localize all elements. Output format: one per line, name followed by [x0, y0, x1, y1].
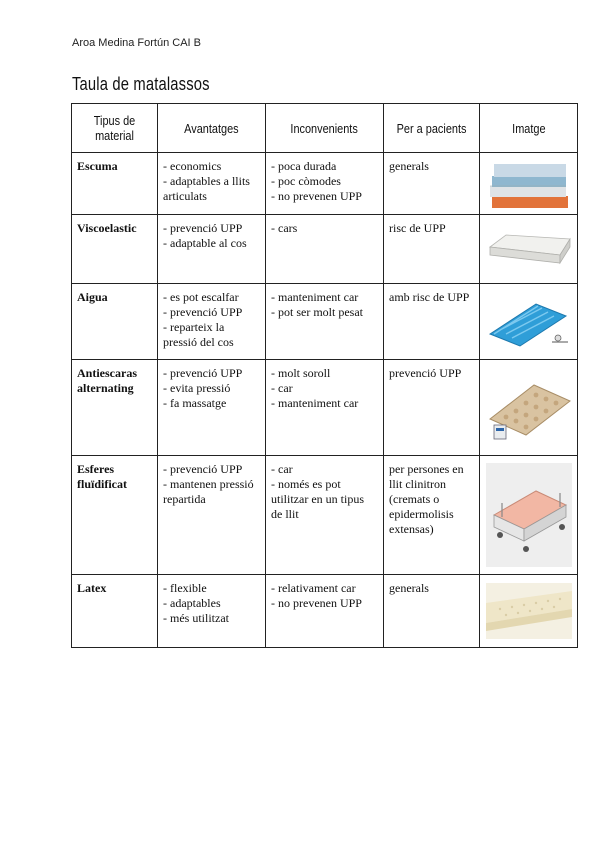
- advantage-item: - prevenció UPP: [163, 305, 243, 319]
- advantages-cell: [158, 575, 266, 648]
- mattress-table: [71, 103, 578, 648]
- disadvantages-cell: [266, 360, 384, 456]
- table-row: [72, 284, 578, 360]
- advantage-item: - mantenen pressió repartida: [163, 477, 254, 506]
- advantage-item: - adaptables a llits articulats: [163, 174, 250, 203]
- column-header: Avantatges: [158, 104, 266, 153]
- image-cell: [480, 575, 578, 648]
- patients-cell: per persones en llit clinitron (cremats o epidermolisis extensas): [384, 456, 480, 575]
- table-row: [72, 575, 578, 648]
- foam-mattress-image: [486, 158, 572, 210]
- table-row: [72, 153, 578, 215]
- column-header: Per a pacients: [384, 104, 480, 153]
- disadvantage-item: - relativament car: [271, 581, 356, 595]
- image-cell: [480, 153, 578, 215]
- table-row: [72, 360, 578, 456]
- advantages-cell: [158, 215, 266, 284]
- latex-mattress-image: [486, 583, 572, 639]
- advantages-cell: [158, 456, 266, 575]
- advantages-cell: [158, 284, 266, 360]
- page-title: Taula de matalassos: [72, 74, 210, 94]
- disadvantage-item: - manteniment car: [271, 396, 359, 410]
- author-name: Aroa Medina Fortún CAI B: [72, 37, 202, 49]
- advantage-item: - més utilitzat: [163, 611, 229, 625]
- advantage-item: - fa massatge: [163, 396, 227, 410]
- material-cell: Aigua: [72, 284, 158, 360]
- disadvantage-item: - pot ser molt pesat: [271, 305, 363, 319]
- material-cell: Esferes fluïdificat: [72, 456, 158, 575]
- disadvantage-item: - cars: [271, 221, 298, 235]
- material-cell: Latex: [72, 575, 158, 648]
- water-mattress-image: [486, 294, 572, 350]
- advantage-item: - prevenció UPP: [163, 221, 243, 235]
- advantages-cell: [158, 153, 266, 215]
- disadvantage-item: - només es pot utilitzar en un tipus de llit: [271, 477, 364, 521]
- column-header: Imatge: [480, 104, 578, 153]
- alternating-mattress-image: [486, 373, 572, 443]
- viscoelastic-mattress-image: [486, 229, 572, 269]
- image-cell: [480, 284, 578, 360]
- disadvantage-item: - car: [271, 381, 293, 395]
- patients-cell: risc de UPP: [384, 215, 480, 284]
- table-row: [72, 456, 578, 575]
- disadvantage-item: - car: [271, 462, 293, 476]
- advantages-cell: [158, 360, 266, 456]
- patients-cell: amb risc de UPP: [384, 284, 480, 360]
- material-cell: Antiescaras alternating: [72, 360, 158, 456]
- disadvantages-cell: [266, 575, 384, 648]
- disadvantage-item: - manteniment car: [271, 290, 359, 304]
- disadvantage-item: - no prevenen UPP: [271, 596, 362, 610]
- disadvantages-cell: [266, 284, 384, 360]
- clinitron-bed-image: [486, 463, 572, 567]
- advantage-item: - evita pressió: [163, 381, 231, 395]
- advantage-item: - adaptables: [163, 596, 221, 610]
- patients-cell: generals: [384, 575, 480, 648]
- disadvantages-cell: [266, 153, 384, 215]
- column-header: Tipus de material: [72, 104, 158, 153]
- image-cell: [480, 456, 578, 575]
- advantage-item: - prevenció UPP: [163, 462, 243, 476]
- patients-cell: generals: [384, 153, 480, 215]
- material-cell: Viscoelastic: [72, 215, 158, 284]
- advantage-item: - prevenció UPP: [163, 366, 243, 380]
- patients-cell: prevenció UPP: [384, 360, 480, 456]
- advantage-item: - reparteix la pressió del cos: [163, 320, 234, 349]
- image-cell: [480, 360, 578, 456]
- image-cell: [480, 215, 578, 284]
- table-header-row: [72, 104, 578, 153]
- advantage-item: - flexible: [163, 581, 207, 595]
- advantage-item: - economics: [163, 159, 222, 173]
- disadvantages-cell: [266, 456, 384, 575]
- advantage-item: - es pot escalfar: [163, 290, 239, 304]
- table-row: [72, 215, 578, 284]
- column-header: Inconvenients: [266, 104, 384, 153]
- disadvantages-cell: [266, 215, 384, 284]
- material-cell: Escuma: [72, 153, 158, 215]
- disadvantage-item: - molt soroll: [271, 366, 331, 380]
- disadvantage-item: - no prevenen UPP: [271, 189, 362, 203]
- advantage-item: - adaptable al cos: [163, 236, 247, 250]
- disadvantage-item: - poc còmodes: [271, 174, 341, 188]
- disadvantage-item: - poca durada: [271, 159, 337, 173]
